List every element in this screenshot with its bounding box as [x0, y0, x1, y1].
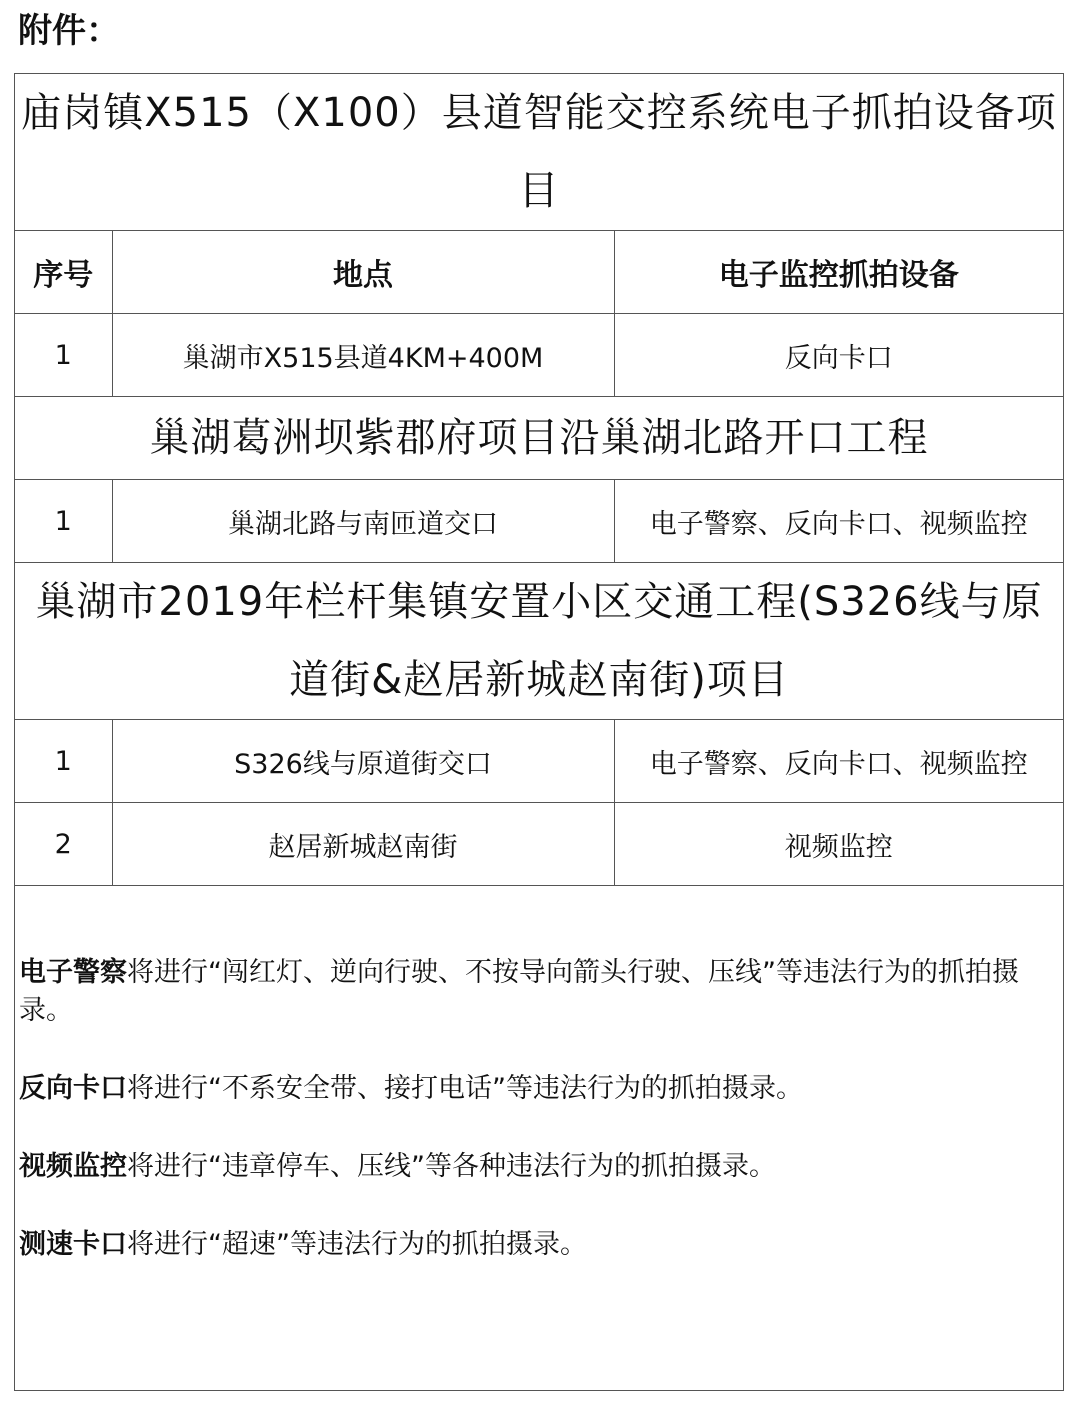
project-title: 巢湖葛洲坝紫郡府项目沿巢湖北路开口工程 — [15, 397, 1063, 480]
row-location: S326线与原道街交口 — [112, 720, 614, 803]
page-heading: 附件： — [18, 11, 120, 51]
notes-section — [19, 954, 1059, 1304]
note-text: 将进行“违章停车、压线”等各种违法行为的抓拍摄录。 — [127, 1151, 776, 1182]
row-index: 2 — [15, 803, 112, 886]
project-title-row — [15, 397, 1063, 480]
row-equipment: 电子警察、反向卡口、视频监控 — [614, 480, 1063, 563]
row-location: 巢湖市X515县道4KM+400M — [112, 314, 614, 397]
table-header-row — [15, 231, 1063, 314]
table-row — [15, 314, 1063, 397]
table-row — [15, 720, 1063, 803]
note-term: 反向卡口 — [19, 1073, 127, 1104]
header-location: 地点 — [112, 231, 614, 314]
header-index: 序号 — [15, 231, 112, 314]
equipment-table — [15, 74, 1063, 886]
note-text: 将进行“不系安全带、接打电话”等违法行为的抓拍摄录。 — [127, 1073, 803, 1104]
row-equipment: 电子警察、反向卡口、视频监控 — [614, 720, 1063, 803]
project-title: 巢湖市2019年栏杆集镇安置小区交通工程(S326线与原道街&赵居新城赵南街)项目 — [15, 563, 1063, 720]
project-title-row — [15, 563, 1063, 720]
note-video-surveillance — [19, 1148, 1059, 1186]
row-location: 赵居新城赵南街 — [112, 803, 614, 886]
project-title: 庙岗镇X515（X100）县道智能交控系统电子抓拍设备项目 — [15, 74, 1063, 231]
note-term: 视频监控 — [19, 1151, 127, 1182]
table-row — [15, 803, 1063, 886]
row-index: 1 — [15, 480, 112, 563]
row-index: 1 — [15, 314, 112, 397]
note-text: 将进行“超速”等违法行为的抓拍摄录。 — [127, 1229, 587, 1260]
note-reverse-checkpoint — [19, 1070, 1059, 1108]
row-location: 巢湖北路与南匝道交口 — [112, 480, 614, 563]
project-title-row — [15, 74, 1063, 231]
note-text: 将进行“闯红灯、逆向行驶、不按导向箭头行驶、压线”等违法行为的抓拍摄录。 — [19, 957, 1019, 1026]
header-equipment: 电子监控抓拍设备 — [614, 231, 1063, 314]
row-equipment: 反向卡口 — [614, 314, 1063, 397]
note-speed-checkpoint — [19, 1226, 1059, 1264]
note-electronic-police — [19, 954, 1059, 1030]
note-term: 测速卡口 — [19, 1229, 127, 1260]
row-index: 1 — [15, 720, 112, 803]
row-equipment: 视频监控 — [614, 803, 1063, 886]
table-row — [15, 480, 1063, 563]
note-term: 电子警察 — [19, 957, 127, 988]
attachment-sheet — [14, 73, 1064, 1391]
